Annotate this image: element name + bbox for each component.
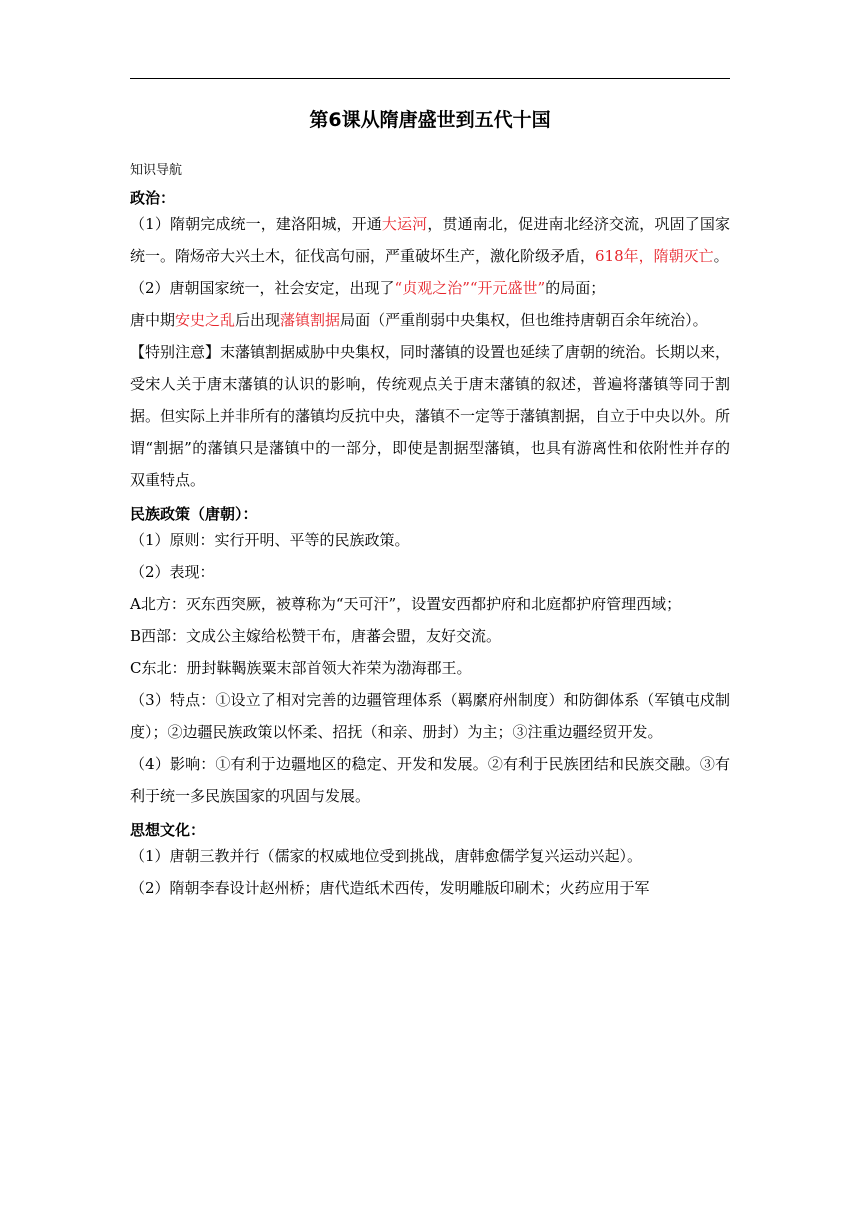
highlight-sui-fall: 618年，隋朝灭亡 bbox=[595, 247, 714, 265]
highlight-fanzhen: 藩镇割据 bbox=[280, 311, 341, 329]
heading-ethnic-policy: 民族政策（唐朝）： bbox=[130, 505, 258, 523]
header-rule bbox=[130, 78, 730, 79]
ethnic-north: A北方：灭东西突厥，被尊称为“天可汗”，设置安西都护府和北庭都护府管理西域； bbox=[130, 595, 682, 613]
politics-paragraph-2: （2）唐朝国家统一，社会安定，出现了“贞观之治”“开元盛世”的局面； bbox=[130, 279, 606, 297]
ethnic-impact: （4）影响：①有利于边疆地区的稳定、开发和发展。②有利于民族团结和民族交融。③有利于统一多民族国家的巩固与发展。 bbox=[130, 755, 730, 805]
special-note: 【特别注意】末藩镇割据威胁中央集权，同时藩镇的设置也延续了唐朝的统治。长期以来，受宋人关于唐末藩镇的认识的影响，传统观点关于唐末藩镇的叙述，普遍将藩镇等同于割据。但实际上并非所有的藩镇均反抗中央，藩镇不一定等于藩镇割据，自立于中央以外。所谓“割据”的藩镇只是藩镇中的一部分，即使是割据型藩镇，也具有游离性和依附性并存的双重特点。 bbox=[130, 343, 731, 489]
highlight-anshi-rebellion: 安史之乱 bbox=[175, 311, 236, 329]
culture-paragraph-2: （2）隋朝李春设计赵州桥；唐代造纸术西传，发明雕版印刷术；火药应用于军 bbox=[130, 879, 650, 897]
culture-paragraph-1: （1）唐朝三教并行（儒家的权威地位受到挑战，唐韩愈儒学复兴运动兴起）。 bbox=[130, 847, 643, 865]
heading-culture: 思想文化： bbox=[130, 821, 206, 839]
politics-paragraph-3: 唐中期安史之乱后出现藩镇割据局面（严重削弱中央集权，但也维持唐朝百余年统治）。 bbox=[130, 311, 708, 329]
section-label-knowledge-nav: 知识导航 bbox=[130, 163, 183, 178]
ethnic-northeast: C东北：册封靺鞨族粟末部首领大祚荣为渤海郡王。 bbox=[130, 659, 472, 677]
heading-politics: 政治： bbox=[130, 189, 176, 207]
document-page bbox=[130, 108, 730, 904]
politics-paragraph-1: （1）隋朝完成统一，建洛阳城，开通大运河，贯通南北，促进南北经济交流，巩固了国家统一。隋炀帝大兴土木，征伐高句丽，严重破坏生产，激化阶级矛盾，618年，隋朝灭亡。 bbox=[130, 215, 730, 265]
ethnic-manifestation: （2）表现： bbox=[130, 563, 215, 581]
highlight-grand-canal: 大运河 bbox=[381, 215, 428, 233]
highlight-golden-ages: “贞观之治”“开元盛世” bbox=[394, 279, 546, 297]
ethnic-principle: （1）原则：实行开明、平等的民族政策。 bbox=[130, 531, 410, 549]
ethnic-west: B西部：文成公主嫁给松赞干布，唐蕃会盟，友好交流。 bbox=[130, 627, 502, 645]
ethnic-features: （3）特点：①设立了相对完善的边疆管理体系（羁縻府州制度）和防御体系（军镇屯戍制度）；②边疆民族政策以怀柔、招抚（和亲、册封）为主；③注重边疆经贸开发。 bbox=[130, 691, 730, 741]
page-title: 第6课从隋唐盛世到五代十国 bbox=[309, 109, 551, 131]
